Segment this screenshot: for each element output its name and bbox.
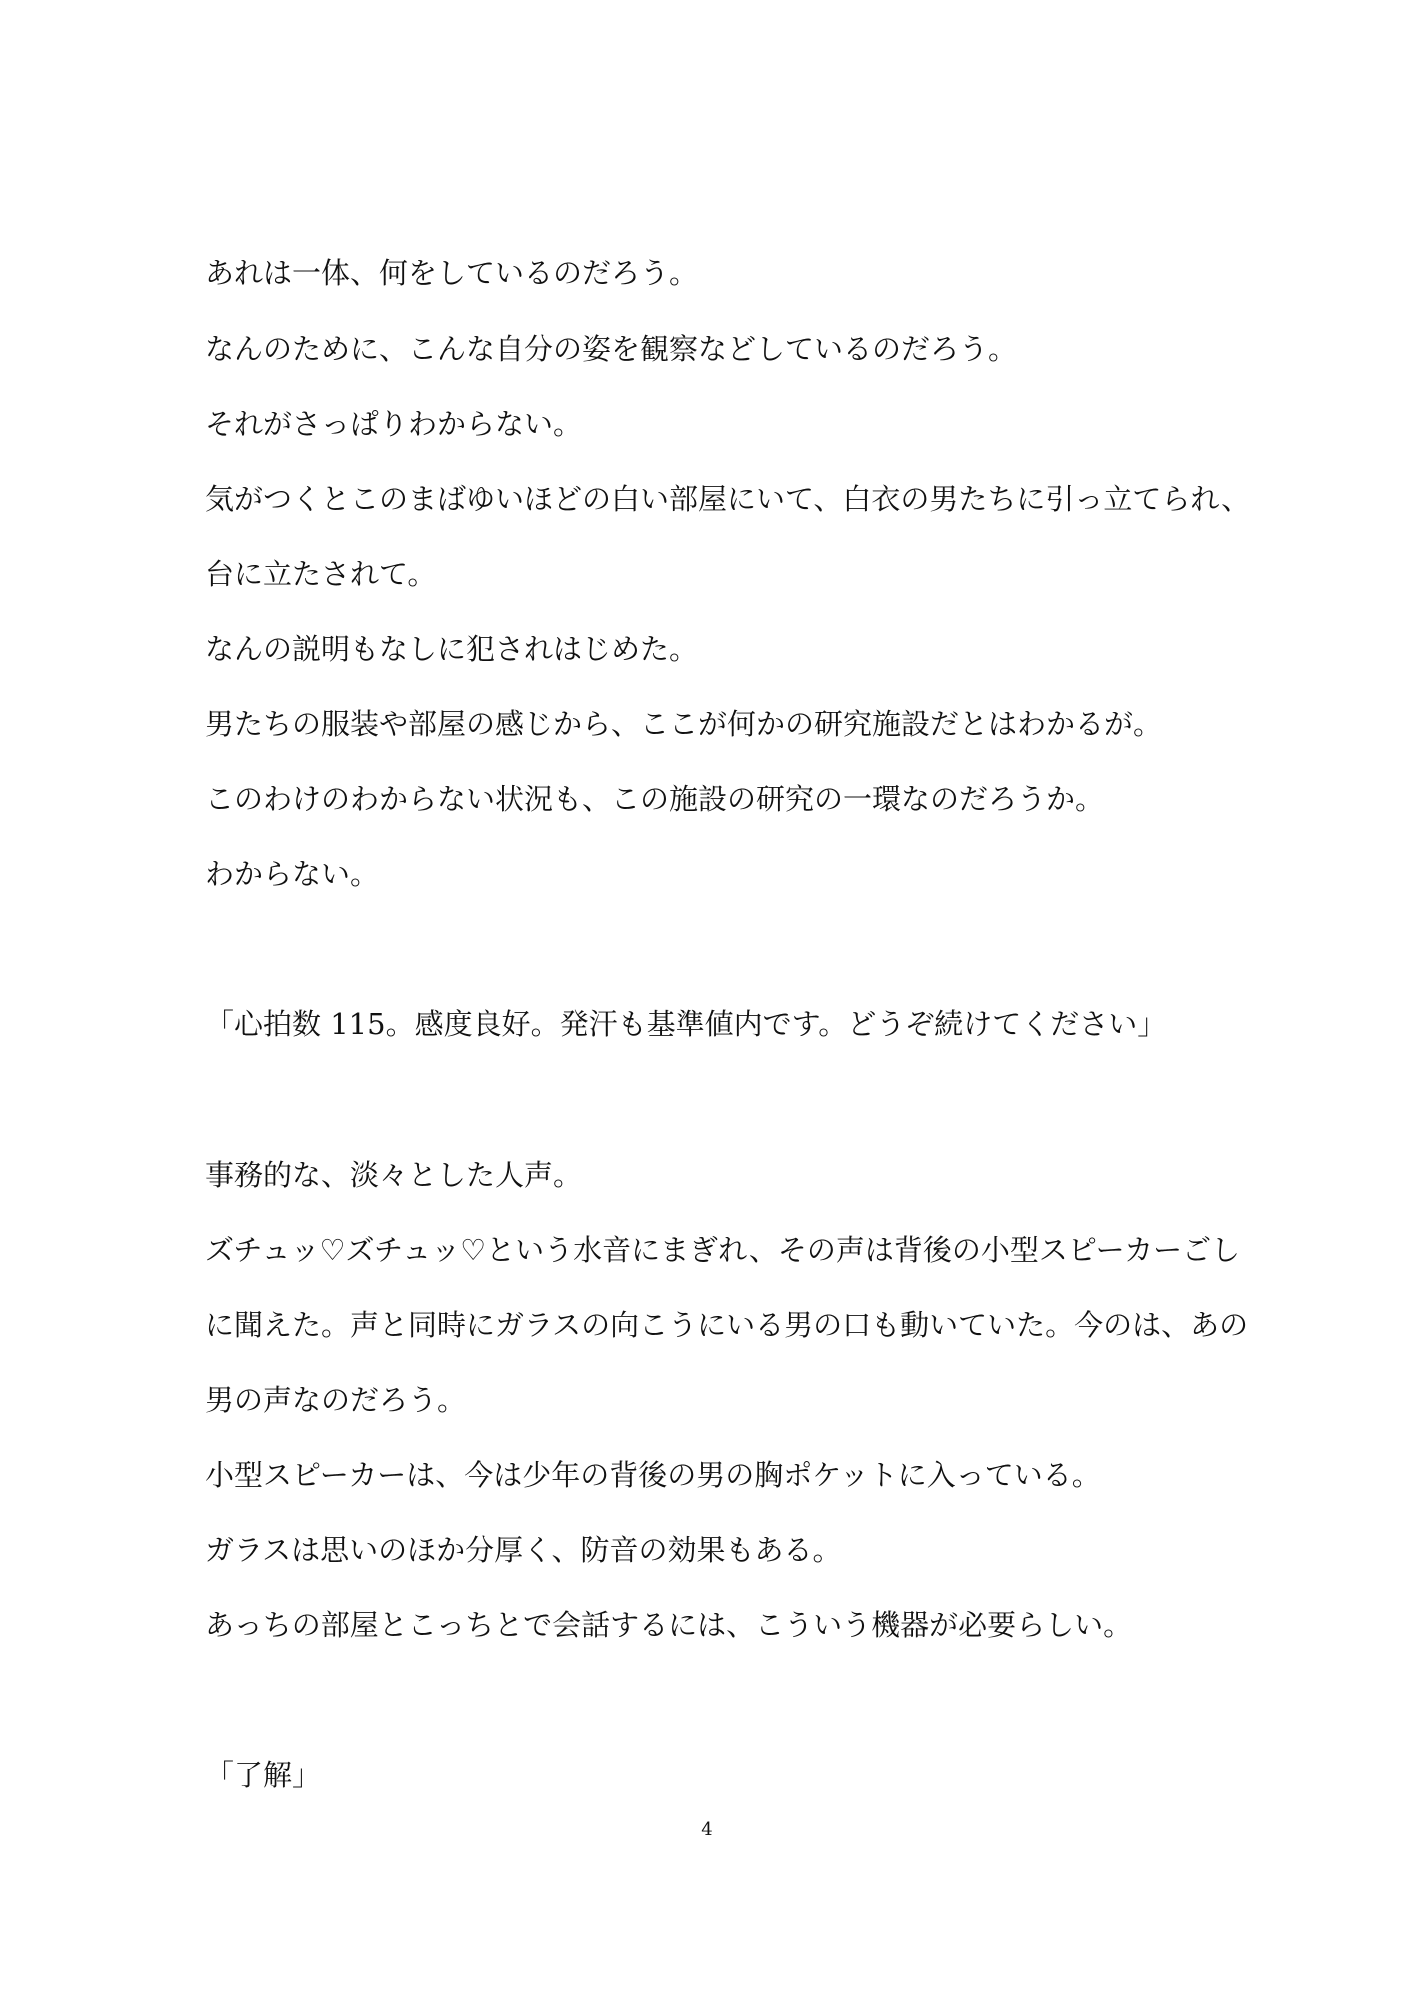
text-line: 小型スピーカーは、今は少年の背後の男の胸ポケットに入っている。 xyxy=(205,1458,1101,1492)
text-line: ガラスは思いのほか分厚く、防音の効果もある。 xyxy=(205,1533,842,1567)
text-line: に聞えた。声と同時にガラスの向こうにいる男の口も動いていた。今のは、あの xyxy=(205,1308,1249,1342)
text-line: このわけのわからない状況も、この施設の研究の一環なのだろうか。 xyxy=(205,782,1105,816)
text-line: 台に立たされて。 xyxy=(205,557,437,591)
text-line: なんのために、こんな自分の姿を観察などしているのだろう。 xyxy=(205,332,1018,366)
text-line: あれは一体、何をしているのだろう。 xyxy=(205,256,699,290)
text-line: なんの説明もなしに犯されはじめた。 xyxy=(205,632,699,666)
text-line: ズチュッ♡ズチュッ♡という水音にまぎれ、その声は背後の小型スピーカーごし xyxy=(205,1233,1241,1267)
text-line: 事務的な、淡々とした人声。 xyxy=(205,1158,583,1192)
page-number: 4 xyxy=(701,1819,713,1840)
text-line: 気がつくとこのまばゆいほどの白い部屋にいて、白衣の男たちに引っ立てられ、 xyxy=(205,482,1251,516)
text-line: それがさっぱりわからない。 xyxy=(205,407,583,441)
text-line: わからない。 xyxy=(205,857,380,891)
dialogue-line: 「心拍数 115。感度良好。発汗も基準値内です。どうぞ続けてください」 xyxy=(205,1007,1167,1041)
text-line: 男の声なのだろう。 xyxy=(205,1383,467,1417)
dialogue-line: 「了解」 xyxy=(205,1758,322,1792)
text-line: 男たちの服装や部屋の感じから、ここが何かの研究施設だとはわかるが。 xyxy=(205,707,1163,741)
text-line: あっちの部屋とこっちとで会話するには、こういう機器が必要らしい。 xyxy=(205,1608,1133,1642)
